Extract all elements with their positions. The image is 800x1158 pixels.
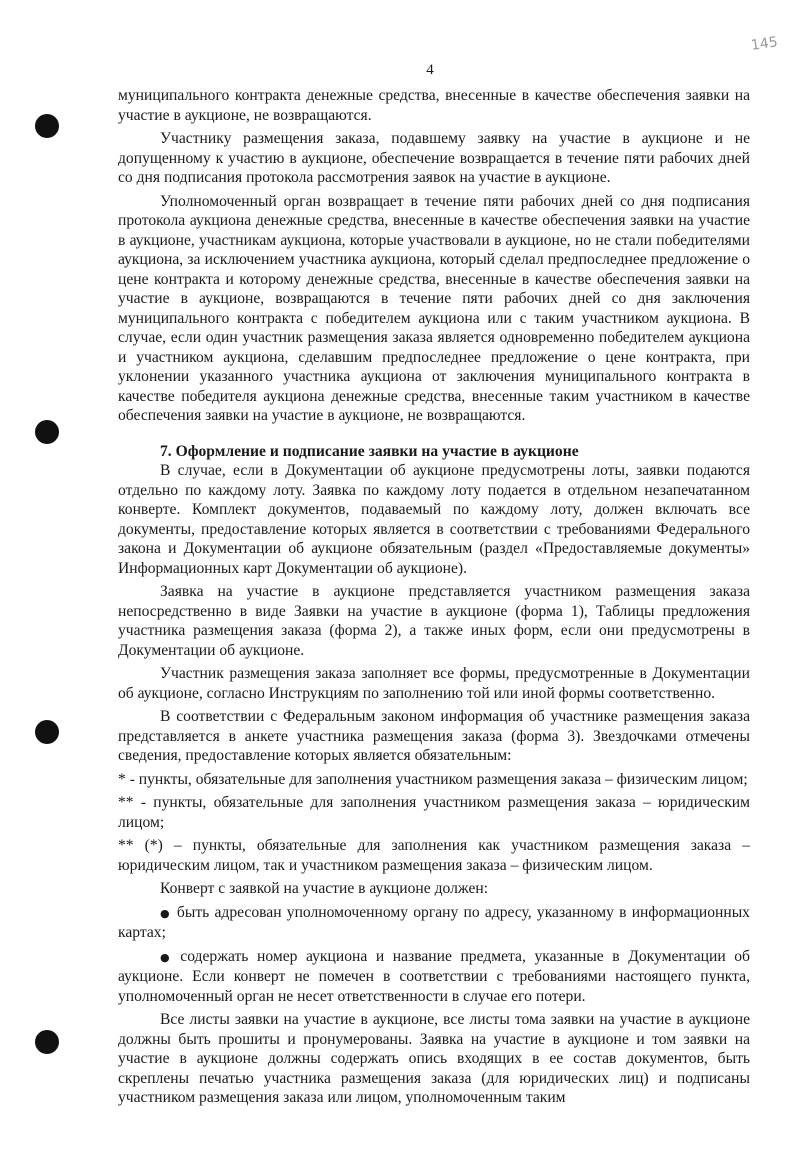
section-heading: 7. Оформление и подписание заявки на участие в аукционе bbox=[160, 442, 579, 460]
binder-hole bbox=[35, 114, 59, 138]
binder-hole bbox=[35, 1030, 59, 1054]
bullet-icon: ● bbox=[160, 950, 175, 964]
envelope-intro: Конверт с заявкой на участие в аукционе должен: bbox=[160, 880, 489, 897]
document-body bbox=[118, 86, 750, 1112]
paragraph: Участник размещения заказа заполняет все формы, предусмотренные в Документации об аукционе, согласно Инструкциям по заполнению той или иной формы соответственно. bbox=[118, 665, 750, 702]
bullet-icon: ● bbox=[160, 906, 171, 920]
handwritten-page-mark: 145 bbox=[750, 34, 779, 54]
bullet-item bbox=[118, 903, 750, 943]
star-item: ** - пункты, обязательные для заполнения участником размещения заказа – юридическим лицом; bbox=[118, 794, 750, 831]
bullet-item bbox=[118, 947, 750, 1007]
paragraph: Все листы заявки на участие в аукционе, все листы тома заявки на участие в аукционе должны быть прошиты и пронумерованы. Заявка на участие в аукционе и том заявки на участие в аукционе должны содержать опись входящих в ее состав документов, быть скреплены печатью участника размещения заказа (для юридических лиц) и подписаны участником размещения заказа или лицом, уполномоченным таким bbox=[118, 1011, 750, 1106]
binder-hole bbox=[35, 720, 59, 744]
paragraph: В случае, если в Документации об аукционе предусмотрены лоты, заявки подаются отдельно по каждому лоту. Заявка по каждому лоту подается в отдельном незапечатанном конверте. Комплект документов, подаваемый по каждому лоту, должен включать все документы, предоставление которых является в соответствии с требованиями Федерального закона и Документации об аукционе обязательным (раздел «Предоставляемые документы» Информационных карт Документации об аукционе). bbox=[118, 462, 750, 577]
page-number: 4 bbox=[426, 62, 434, 78]
star-item: * - пункты, обязательные для заполнения участником размещения заказа – физическим лицом; bbox=[118, 770, 748, 788]
paragraph: Заявка на участие в аукционе представляется участником размещения заказа непосредственно в виде Заявки на участие в аукционе (форма 1), Таблицы предложения участника размещения заказа (форма 2), а также иных форм, если они предусмотрены в Документации об аукционе. bbox=[118, 583, 750, 659]
paragraph: В соответствии с Федеральным законом информация об участнике размещения заказа представляется в анкете участника размещения заказа (форма 3). Звездочками отмечены сведения, предоставление которых является обязательным: bbox=[118, 708, 750, 764]
paragraph: муниципального контракта денежные средства, внесенные в качестве обеспечения заявки на участие в аукционе, не возвращаются. bbox=[118, 87, 750, 124]
bullet-text: содержать номер аукциона и название предмета, указанные в Документации об аукционе. Если конверт не помечен в соответствии с требованиями настоящего пункта, уполномоченный орган не несет ответственности в случае его потери. bbox=[118, 947, 750, 1005]
paragraph: Уполномоченный орган возвращает в течение пяти рабочих дней со дня подписания протокола аукциона денежные средства, внесенные в качестве обеспечения заявки на участие в аукционе, участникам аукциона, которые участвовали в аукционе, но не стали победителями аукциона, за исключением участника аукциона, который сделал предпоследнее предложение о цене контракта и которому денежные средства, внесенные в качестве обеспечения заявки на участие в аукционе, возвращаются в течение пяти рабочих дней со дня заключения муниципального контракта с победителем аукциона или с таким участником аукциона. В случае, если один участник размещения заказа является одновременно победителем аукциона и участником аукциона, сделавшим предпоследнее предложение о цене контракта, при уклонении указанного участника аукциона от заключения муниципального контракта в качестве победителя аукциона денежные средства, внесенные таким участником в качестве обеспечения заявки на участие в аукционе, не возвращаются. bbox=[118, 192, 750, 424]
star-item: ** (*) – пункты, обязательные для заполнения как участником размещения заказа – юридическим лицом, так и участником размещения заказа – физическим лицом. bbox=[118, 837, 750, 874]
binder-hole bbox=[35, 420, 59, 444]
paragraph: Участнику размещения заказа, подавшему заявку на участие в аукционе и не допущенному к участию в аукционе, обеспечение возвращается в течение пяти рабочих дней со дня подписания протокола рассмотрения заявок на участие в аукционе. bbox=[118, 130, 750, 186]
bullet-text: быть адресован уполномоченному органу по адресу, указанному в информационных картах; bbox=[118, 903, 750, 941]
